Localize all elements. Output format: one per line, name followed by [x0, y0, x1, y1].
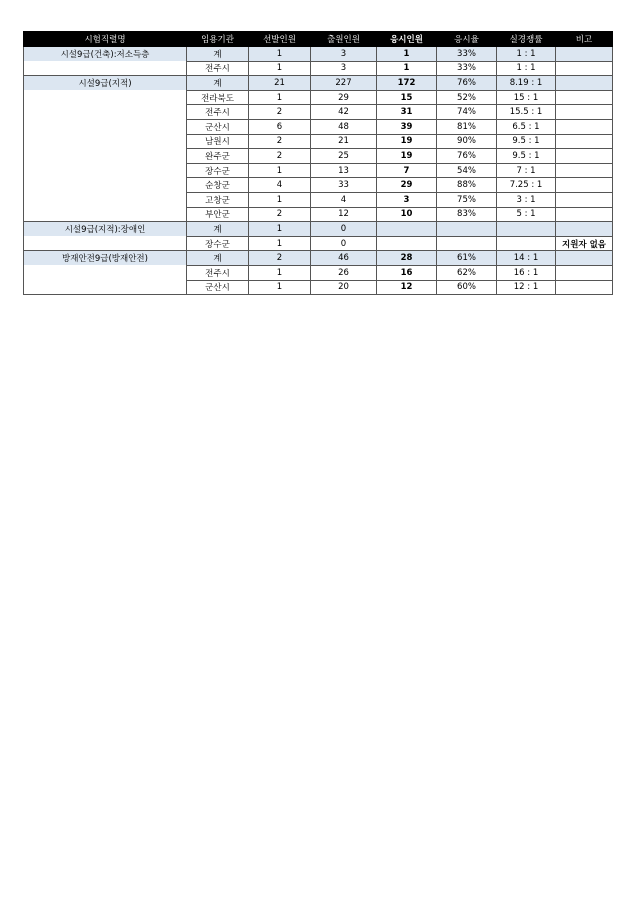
table-row	[24, 192, 613, 207]
cell-agency: 계	[187, 222, 249, 237]
cell-selected: 1	[249, 236, 311, 251]
cell-note	[556, 47, 613, 62]
cell-selected: 1	[249, 222, 311, 237]
cell-applied: 25	[311, 149, 377, 164]
cell-rate: 62%	[437, 265, 497, 280]
cell-competition: 6.5 : 1	[497, 119, 556, 134]
cell-taken: 7	[377, 163, 437, 178]
cell-rate: 83%	[437, 207, 497, 222]
cell-exam-series	[24, 236, 187, 251]
cell-applied: 48	[311, 119, 377, 134]
cell-selected: 2	[249, 134, 311, 149]
cell-exam-series	[24, 119, 187, 134]
cell-note	[556, 105, 613, 120]
cell-competition: 3 : 1	[497, 192, 556, 207]
cell-note	[556, 90, 613, 105]
cell-rate: 33%	[437, 61, 497, 76]
cell-competition	[497, 236, 556, 251]
cell-applied: 13	[311, 163, 377, 178]
cell-selected: 1	[249, 192, 311, 207]
cell-taken	[377, 222, 437, 237]
cell-selected: 6	[249, 119, 311, 134]
cell-applied: 20	[311, 280, 377, 295]
cell-agency: 부안군	[187, 207, 249, 222]
table-row-total	[24, 76, 613, 91]
cell-exam-series	[24, 280, 187, 295]
header-exam-series: 시험직렬명	[24, 32, 187, 47]
cell-rate: 33%	[437, 47, 497, 62]
cell-selected: 2	[249, 105, 311, 120]
table-row	[24, 134, 613, 149]
cell-taken: 10	[377, 207, 437, 222]
cell-note	[556, 149, 613, 164]
cell-selected: 21	[249, 76, 311, 91]
cell-agency: 계	[187, 76, 249, 91]
cell-applied: 42	[311, 105, 377, 120]
cell-competition: 15 : 1	[497, 90, 556, 105]
cell-note	[556, 134, 613, 149]
cell-selected: 1	[249, 47, 311, 62]
cell-applied: 4	[311, 192, 377, 207]
cell-agency: 군산시	[187, 280, 249, 295]
table-row	[24, 236, 613, 251]
cell-competition: 7.25 : 1	[497, 178, 556, 193]
cell-selected: 1	[249, 90, 311, 105]
cell-rate: 61%	[437, 251, 497, 266]
cell-competition: 16 : 1	[497, 265, 556, 280]
cell-applied: 3	[311, 61, 377, 76]
table-row	[24, 178, 613, 193]
header-taken: 응시인원	[377, 32, 437, 47]
cell-exam-series	[24, 163, 187, 178]
cell-applied: 29	[311, 90, 377, 105]
header-applied: 출원인원	[311, 32, 377, 47]
cell-agency: 계	[187, 251, 249, 266]
cell-selected: 2	[249, 149, 311, 164]
cell-applied: 3	[311, 47, 377, 62]
table-row	[24, 163, 613, 178]
header-row	[24, 32, 613, 47]
cell-competition: 1 : 1	[497, 47, 556, 62]
table-row	[24, 265, 613, 280]
cell-competition: 7 : 1	[497, 163, 556, 178]
cell-taken: 19	[377, 149, 437, 164]
cell-applied: 0	[311, 236, 377, 251]
table-row-total	[24, 222, 613, 237]
cell-agency: 전주시	[187, 105, 249, 120]
cell-applied: 26	[311, 265, 377, 280]
cell-selected: 1	[249, 280, 311, 295]
cell-applied: 46	[311, 251, 377, 266]
table-row	[24, 119, 613, 134]
cell-agency: 계	[187, 47, 249, 62]
header-note: 비고	[556, 32, 613, 47]
cell-rate: 90%	[437, 134, 497, 149]
cell-taken: 29	[377, 178, 437, 193]
cell-agency: 완주군	[187, 149, 249, 164]
cell-competition: 12 : 1	[497, 280, 556, 295]
cell-selected: 1	[249, 163, 311, 178]
cell-competition: 8.19 : 1	[497, 76, 556, 91]
cell-exam-series: 시설9급(지적)	[24, 76, 187, 91]
cell-competition: 15.5 : 1	[497, 105, 556, 120]
cell-agency: 전라북도	[187, 90, 249, 105]
cell-exam-series	[24, 149, 187, 164]
cell-taken: 3	[377, 192, 437, 207]
cell-rate: 54%	[437, 163, 497, 178]
cell-selected: 1	[249, 265, 311, 280]
cell-selected: 2	[249, 207, 311, 222]
cell-agency: 전주시	[187, 61, 249, 76]
table-row	[24, 90, 613, 105]
cell-exam-series	[24, 265, 187, 280]
cell-agency: 순창군	[187, 178, 249, 193]
cell-taken	[377, 236, 437, 251]
cell-exam-series: 방재안전9급(방재안전)	[24, 251, 187, 266]
table-row	[24, 207, 613, 222]
cell-note	[556, 192, 613, 207]
cell-taken: 16	[377, 265, 437, 280]
header-competition: 실경쟁률	[497, 32, 556, 47]
header-agency: 임용기관	[187, 32, 249, 47]
cell-exam-series	[24, 178, 187, 193]
cell-agency: 장수군	[187, 163, 249, 178]
cell-selected: 4	[249, 178, 311, 193]
cell-selected: 2	[249, 251, 311, 266]
cell-rate: 88%	[437, 178, 497, 193]
cell-exam-series	[24, 192, 187, 207]
cell-taken: 28	[377, 251, 437, 266]
cell-taken: 1	[377, 47, 437, 62]
cell-rate: 74%	[437, 105, 497, 120]
cell-applied: 227	[311, 76, 377, 91]
cell-exam-series	[24, 105, 187, 120]
cell-competition	[497, 222, 556, 237]
table-row	[24, 280, 613, 295]
cell-exam-series	[24, 207, 187, 222]
cell-competition: 9.5 : 1	[497, 149, 556, 164]
cell-exam-series: 시설9급(건축):저소득층	[24, 47, 187, 62]
header-rate: 응시율	[437, 32, 497, 47]
cell-agency: 장수군	[187, 236, 249, 251]
cell-note	[556, 222, 613, 237]
cell-agency: 전주시	[187, 265, 249, 280]
cell-taken: 39	[377, 119, 437, 134]
cell-taken: 15	[377, 90, 437, 105]
table-row	[24, 61, 613, 76]
cell-note	[556, 61, 613, 76]
cell-rate: 81%	[437, 119, 497, 134]
table-row	[24, 149, 613, 164]
cell-taken: 1	[377, 61, 437, 76]
cell-rate: 75%	[437, 192, 497, 207]
cell-note	[556, 280, 613, 295]
cell-applied: 33	[311, 178, 377, 193]
cell-taken: 19	[377, 134, 437, 149]
cell-competition: 5 : 1	[497, 207, 556, 222]
cell-note	[556, 265, 613, 280]
cell-note	[556, 76, 613, 91]
cell-exam-series	[24, 61, 187, 76]
table-row-total	[24, 251, 613, 266]
cell-agency: 군산시	[187, 119, 249, 134]
table-row-total	[24, 47, 613, 62]
cell-competition: 14 : 1	[497, 251, 556, 266]
cell-rate	[437, 236, 497, 251]
cell-applied: 0	[311, 222, 377, 237]
cell-rate	[437, 222, 497, 237]
cell-applied: 21	[311, 134, 377, 149]
cell-rate: 76%	[437, 76, 497, 91]
cell-note	[556, 178, 613, 193]
cell-note	[556, 163, 613, 178]
cell-taken: 31	[377, 105, 437, 120]
recruitment-results-table	[23, 31, 613, 295]
cell-note	[556, 251, 613, 266]
table-row	[24, 105, 613, 120]
cell-competition: 1 : 1	[497, 61, 556, 76]
cell-note	[556, 207, 613, 222]
cell-note	[556, 119, 613, 134]
cell-applied: 12	[311, 207, 377, 222]
cell-rate: 76%	[437, 149, 497, 164]
cell-note: 지원자 없음	[556, 236, 613, 251]
cell-exam-series: 시설9급(지적):장애인	[24, 222, 187, 237]
cell-rate: 60%	[437, 280, 497, 295]
cell-rate: 52%	[437, 90, 497, 105]
cell-exam-series	[24, 134, 187, 149]
cell-competition: 9.5 : 1	[497, 134, 556, 149]
cell-taken: 12	[377, 280, 437, 295]
cell-agency: 고창군	[187, 192, 249, 207]
cell-taken: 172	[377, 76, 437, 91]
cell-selected: 1	[249, 61, 311, 76]
cell-agency: 남원시	[187, 134, 249, 149]
cell-exam-series	[24, 90, 187, 105]
header-selected: 선발인원	[249, 32, 311, 47]
